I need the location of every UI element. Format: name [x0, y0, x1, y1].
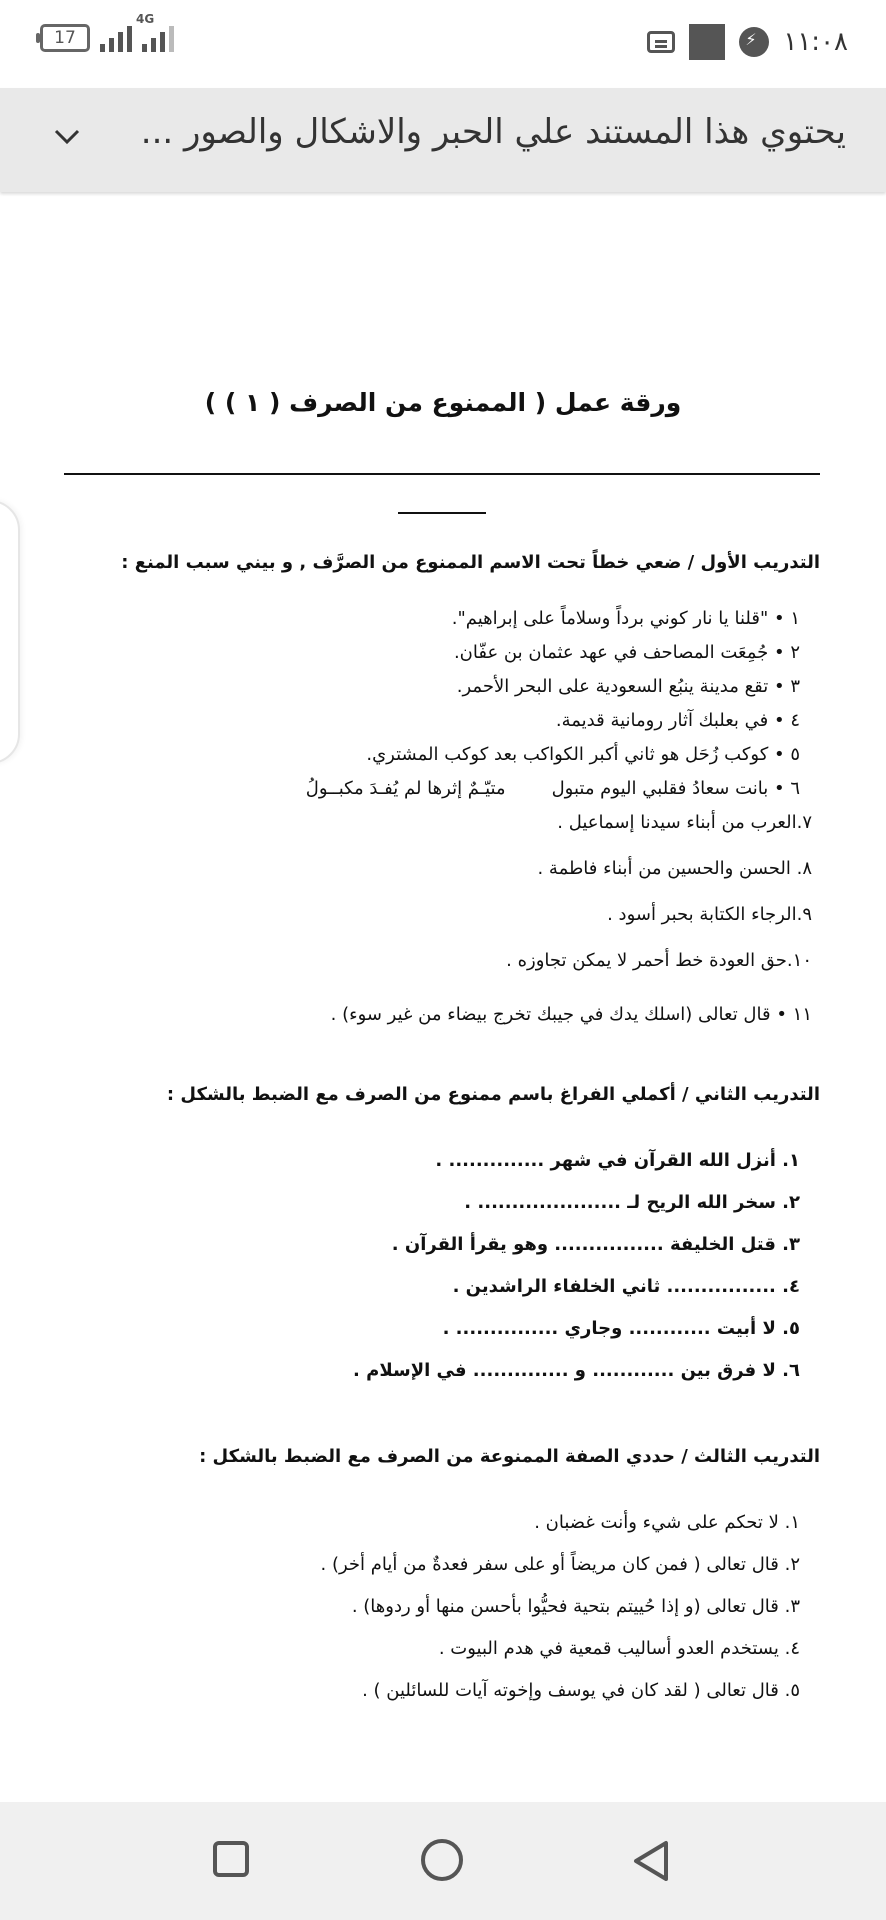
exercise2-item: ٦. لا فرق بين ............ و .............. في الإسلام .	[353, 1360, 800, 1381]
exercise1-item: ١ • "قلنا يا نار كوني برداً وسلاماً على إبراهيم".	[451, 608, 800, 629]
battery-level: 17	[54, 28, 76, 48]
exercise2-item: ١. أنزل الله القرآن في شهر .............. .	[435, 1150, 800, 1171]
exercise1-heading: التدريب الأول / ضعي خطاً تحت الاسم الممنوع من الصرَّف , و بيني سبب المنع :	[121, 552, 820, 573]
status-right-group	[647, 24, 848, 60]
document-notice-banner[interactable]	[0, 88, 886, 192]
exercise1-item: ٧.العرب من أبناء سيدنا إسماعيل .	[557, 812, 812, 833]
exercise1-item: ٢ • جُمِعَت المصاحف في عهد عثمان بن عفّان.	[453, 642, 800, 663]
exercise1-item: ٣ • تقع مدينة ينبُع السعودية على البحر الأحمر.	[456, 676, 800, 697]
exercise3-item: ٥. قال تعالى ( لقد كان في يوسف وإخوته آيات للسائلين ) .	[362, 1680, 800, 1701]
exercise1-item: ١٠.حق العودة خط أحمر لا يمكن تجاوزه .	[506, 950, 812, 971]
back-icon[interactable]	[630, 1839, 672, 1883]
network-type: 4G	[136, 12, 155, 26]
poem-first-hemistich: ٦ • بانت سعادُ فقلبي اليوم متبول	[551, 778, 800, 799]
exercise1-item: ١١ • قال تعالى (اسلك يدك في جيبك تخرج بيضاء من غير سوء) .	[330, 1004, 812, 1025]
message-icon	[647, 31, 675, 53]
exercise2-item: ٤. ................ ثاني الخلفاء الراشدين .	[452, 1276, 800, 1297]
status-left-group	[40, 12, 174, 52]
exercise2-item: ٣. قتل الخليفة ................ وهو يقرأ القرآن .	[391, 1234, 800, 1255]
notification-square-icon	[689, 24, 725, 60]
worksheet-title: ورقة عمل ( الممنوع من الصرف ( ١ ) )	[204, 388, 682, 417]
exercise1-poem-line	[306, 778, 800, 799]
chevron-down-icon[interactable]	[52, 122, 82, 152]
messenger-icon	[739, 27, 769, 57]
exercise1-item: ٩.الرجاء الكتابة بحبر أسود .	[607, 904, 812, 925]
exercise3-heading: التدريب الثالث / حددي الصفة الممنوعة من الصرف مع الضبط بالشكل :	[199, 1446, 820, 1467]
exercise1-item: ٥ • كوكب زُحَل هو ثاني أكبر الكواكب بعد كوكب المشتري.	[366, 744, 800, 765]
divider-line	[64, 473, 820, 475]
status-bar	[0, 0, 886, 88]
exercise2-heading: التدريب الثاني / أكملي الفراغ باسم ممنوع من الصرف مع الضبط بالشكل :	[166, 1084, 820, 1105]
clock: ١١:٠٨	[783, 27, 848, 57]
exercise3-item: ٤. يستخدم العدو أساليب قمعية في هدم البيوت .	[438, 1638, 800, 1659]
poem-second-hemistich: متيّـمٌ إثرها لم يُفـدَ مكبــولُ	[305, 778, 506, 799]
navigation-bar	[0, 1802, 886, 1920]
exercise3-item: ٢. قال تعالى ( فمن كان مريضاً أو على سفر فعدةٌ من أيام أخر) .	[320, 1554, 800, 1575]
recent-apps-icon[interactable]	[213, 1841, 249, 1877]
exercise2-item: ٢. سخر الله الريح لـ ..................... .	[464, 1192, 800, 1213]
signal-icon	[100, 12, 174, 52]
exercise1-item: ٨. الحسن والحسين من أبناء فاطمة .	[537, 858, 812, 879]
exercise2-item: ٥. لا أبيت ............ وجاري ............... .	[442, 1318, 800, 1339]
exercise3-item: ١. لا تحكم على شيء وأنت غضبان .	[534, 1512, 800, 1533]
banner-text: يحتوي هذا المستند علي الحبر والاشكال والصور ...	[140, 112, 846, 152]
exercise3-item: ٣. قال تعالى (و إذا حُييتم بتحية فحيُّوا بأحسن منها أو ردوها) .	[351, 1596, 800, 1617]
document-page	[0, 192, 886, 1802]
exercise1-item: ٤ • في بعلبك آثار رومانية قديمة.	[555, 710, 800, 731]
battery-icon	[40, 24, 90, 52]
home-icon[interactable]	[421, 1839, 463, 1881]
divider-short	[398, 512, 486, 514]
